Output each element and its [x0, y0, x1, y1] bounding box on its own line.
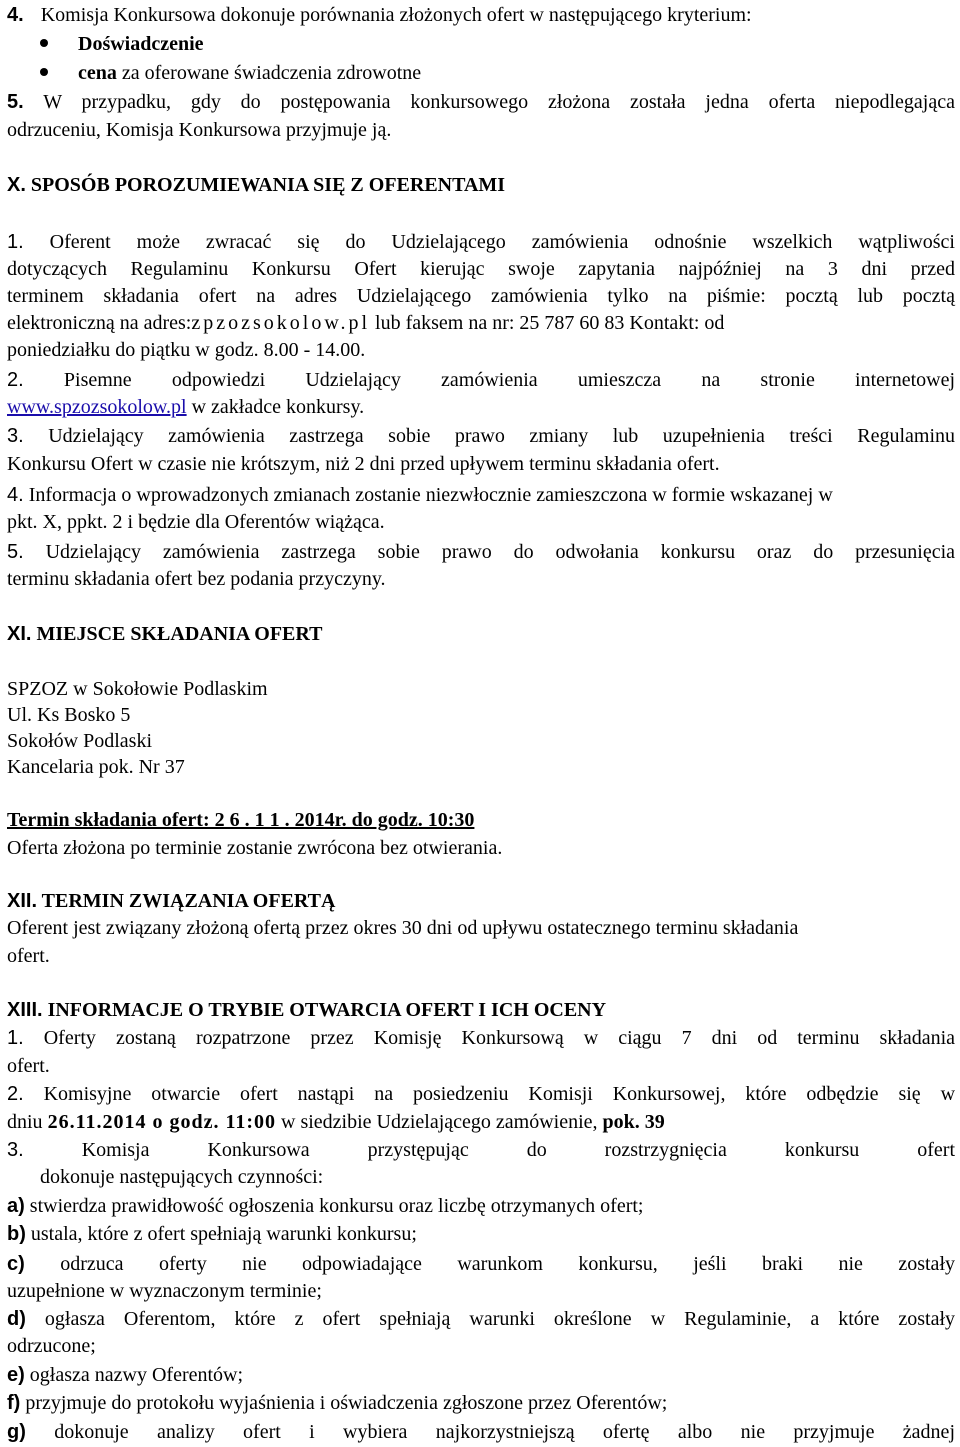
x-p1-text-1: Oferent może zwracać się do Udzielającego zamówienia odnośnie wszelkich wątpliwości — [49, 231, 955, 253]
late-offer-note: Oferta złożona po terminie zostanie zwrócona bez otwierania. — [7, 837, 503, 859]
xiii-p1-text-1: Oferty zostaną rozpatrzone przez Komisję Konkursową w ciągu 7 dni od terminu składania — [43, 1027, 956, 1049]
bullet-icon — [40, 39, 48, 47]
step-f-text: przyjmuje do protokołu wyjaśnienia i oświadczenia zgłoszone przez Oferentów; — [25, 1392, 668, 1414]
step-a-text: stwierdza prawidłowość ogłoszenia konkursu oraz liczbę otrzymanych ofert; — [29, 1195, 644, 1217]
x-p2-text-1: Pisemne odpowiedzi Udzielający zamówienia umieszcza na stronie internetowej — [63, 369, 955, 391]
xiii-p2-text-1: Komisyjne otwarcie ofert nastąpi na posiedzeniu Komisji Konkursowej, które odbędzie się w — [43, 1083, 956, 1105]
step-g — [7, 1419, 955, 1445]
section-xi-number: XI. — [7, 623, 32, 645]
opening-room: pok. 39 — [602, 1111, 665, 1133]
section-xii-title: TERMIN ZWIĄZANIA OFERTĄ — [41, 890, 336, 912]
xiii-p2-location: w siedzibie Udzielającego zamówienie, — [281, 1111, 598, 1133]
step-e-label: e) — [7, 1364, 25, 1386]
step-a — [7, 1193, 955, 1219]
step-b-text: ustala, które z ofert spełniają warunki konkursu; — [30, 1223, 417, 1245]
step-b — [7, 1221, 955, 1247]
x-p5-number: 5. — [7, 541, 24, 563]
x-p1-line-3: terminem składania ofert na adres Udzielającego zamówienia tylko na piśmie: pocztą lub pocztą — [7, 285, 955, 307]
item-5-number: 5. — [7, 91, 24, 113]
step-g-text: dokonuje analizy ofert i wybiera najkorzystniejszą ofertę albo nie przyjmuje żadnej — [54, 1421, 955, 1443]
criterion-price-desc: za oferowane świadczenia zdrowotne — [121, 62, 422, 84]
step-d-text-1: ogłasza Oferentom, które z ofert spełniają warunki określone w Regulaminie, a które zostały — [44, 1308, 955, 1330]
step-c-line-2: uzupełnione w wyznaczonym terminie; — [7, 1280, 322, 1302]
xii-line-1: Oferent jest związany złożoną ofertą przez okres 30 dni od upływu ostatecznego terminu składania — [7, 917, 799, 939]
step-c-label: c) — [7, 1253, 25, 1275]
xiii-p3-line-1 — [7, 1137, 955, 1163]
xiii-p1-number: 1. — [7, 1027, 24, 1049]
x-p2-tab-text: w zakładce konkursy. — [186, 396, 365, 418]
xiii-p3-line-2: dokonuje następujących czynności: — [40, 1166, 324, 1188]
bullet-icon — [40, 68, 48, 76]
x-p1-number: 1. — [7, 231, 24, 253]
section-xiii-number: XIII. — [7, 999, 43, 1021]
item-5-text-1: W przypadku, gdy do postępowania konkursowego złożona została jedna oferta niepodlegająca — [43, 91, 955, 113]
xiii-p1-line-1 — [7, 1025, 955, 1051]
step-d-line-1 — [7, 1306, 955, 1332]
xiii-p3-number: 3. — [7, 1139, 24, 1161]
x-p4-line-2: pkt. X, ppkt. 2 i będzie dla Oferentów wiążąca. — [7, 511, 385, 533]
email-address[interactable]: zpzozsokolow.pl — [191, 312, 371, 334]
x-p3-line-1 — [7, 423, 955, 449]
xii-line-2: ofert. — [7, 945, 50, 967]
section-xii-number: XII. — [7, 890, 38, 912]
step-e — [7, 1362, 955, 1388]
opening-date: 26.11.2014 o godz. 11:00 — [47, 1111, 277, 1133]
section-xiii-title: INFORMACJE O TRYBIE OTWARCIA OFERT I ICH OCENY — [47, 999, 607, 1021]
x-p4-number: 4. — [7, 484, 24, 506]
step-f-label: f) — [7, 1392, 21, 1414]
item-5-line-1 — [7, 89, 955, 115]
section-x-number: X. — [7, 174, 26, 196]
criteria-bullet-1 — [40, 31, 940, 57]
xiii-p2-line-1 — [7, 1081, 955, 1107]
xiii-p2-number: 2. — [7, 1083, 24, 1105]
step-b-label: b) — [7, 1223, 26, 1245]
xiii-p3-text-1: Komisja Konkursowa przystępując do rozstrzygnięcia konkursu ofert — [81, 1139, 956, 1161]
criteria-bullet-2 — [40, 60, 940, 86]
address-line-1: SPZOZ w Sokołowie Podlaskim — [7, 678, 268, 700]
criterion-price: cena — [78, 62, 117, 84]
x-p3-text-1: Udzielający zamówienia zastrzega sobie prawo zmiany lub uzupełnienia treści Regulaminu — [48, 425, 955, 447]
section-xi-title: MIEJSCE SKŁADANIA OFERT — [36, 623, 323, 645]
item-4-number: 4. — [7, 4, 24, 26]
step-d-line-2: odrzucone; — [7, 1335, 96, 1357]
address-line-2: Ul. Ks Bosko 5 — [7, 704, 131, 726]
xiii-p2-day-label: dniu — [7, 1111, 43, 1133]
section-xii-heading — [7, 888, 955, 914]
x-p3-number: 3. — [7, 425, 24, 447]
x-p2-number: 2. — [7, 369, 24, 391]
item-4-text: Komisja Konkursowa dokonuje porównania złożonych ofert w następującego kryterium: — [40, 4, 752, 26]
step-c-text-1: odrzuca oferty nie odpowiadające warunkom konkursu, jeśli braki nie zostały — [60, 1253, 955, 1275]
submission-deadline: Termin składania ofert: 2 6 . 1 1 . 2014r. do godz. 10:30 — [7, 809, 475, 831]
address-line-4: Kancelaria pok. Nr 37 — [7, 756, 185, 778]
address-line-3: Sokołów Podlaski — [7, 730, 153, 752]
website-link[interactable]: www.spzozsokolow.pl — [7, 396, 187, 418]
x-p2-line-2 — [7, 394, 955, 420]
step-d-label: d) — [7, 1308, 26, 1330]
item-4 — [7, 2, 955, 28]
xiii-p2-line-2 — [7, 1109, 955, 1135]
x-p1-address-label: elektroniczną na adres: — [7, 312, 192, 334]
section-x-title: SPOSÓB POROZUMIEWANIA SIĘ Z OFERENTAMI — [30, 174, 506, 196]
criterion-experience: Doświadczenie — [78, 33, 204, 55]
xiii-p1-line-2: ofert. — [7, 1055, 50, 1077]
item-5-line-2: odrzuceniu, Komisja Konkursowa przyjmuje ją. — [7, 119, 392, 141]
x-p1-line-1 — [7, 229, 955, 255]
step-g-label: g) — [7, 1421, 26, 1443]
x-p1-line-5: poniedziałku do piątku w godz. 8.00 - 14.00. — [7, 339, 366, 361]
x-p5-text-1: Udzielający zamówienia zastrzega sobie prawo do odwołania konkursu oraz do przesunięcia — [45, 541, 956, 563]
x-p4-text-1: Informacja o wprowadzonych zmianach zostanie niezwłocznie zamieszczona w formie wskazanej w — [28, 484, 833, 506]
section-xiii-heading — [7, 997, 955, 1023]
section-xi-heading — [7, 621, 955, 647]
x-p1-line-4 — [7, 310, 955, 336]
x-p5-line-2: terminu składania ofert bez podania przyczyny. — [7, 568, 386, 590]
step-c-line-1 — [7, 1251, 955, 1277]
x-p3-line-2: Konkursu Ofert w czasie nie krótszym, niż 2 dni przed upływem terminu składania ofert. — [7, 453, 720, 475]
x-p4-line-1 — [7, 482, 955, 508]
x-p5-line-1 — [7, 539, 955, 565]
section-x-heading — [7, 172, 955, 198]
step-e-text: ogłasza nazwy Oferentów; — [29, 1364, 244, 1386]
x-p2-line-1 — [7, 367, 955, 393]
x-p1-line-2: dotyczących Regulaminu Konkursu Ofert kierując swoje zapytania najpóźniej na 3 dni przed — [7, 258, 955, 280]
step-f — [7, 1390, 955, 1416]
x-p1-fax-contact: lub faksem na nr: 25 787 60 83 Kontakt: od — [370, 312, 725, 334]
step-a-label: a) — [7, 1195, 25, 1217]
